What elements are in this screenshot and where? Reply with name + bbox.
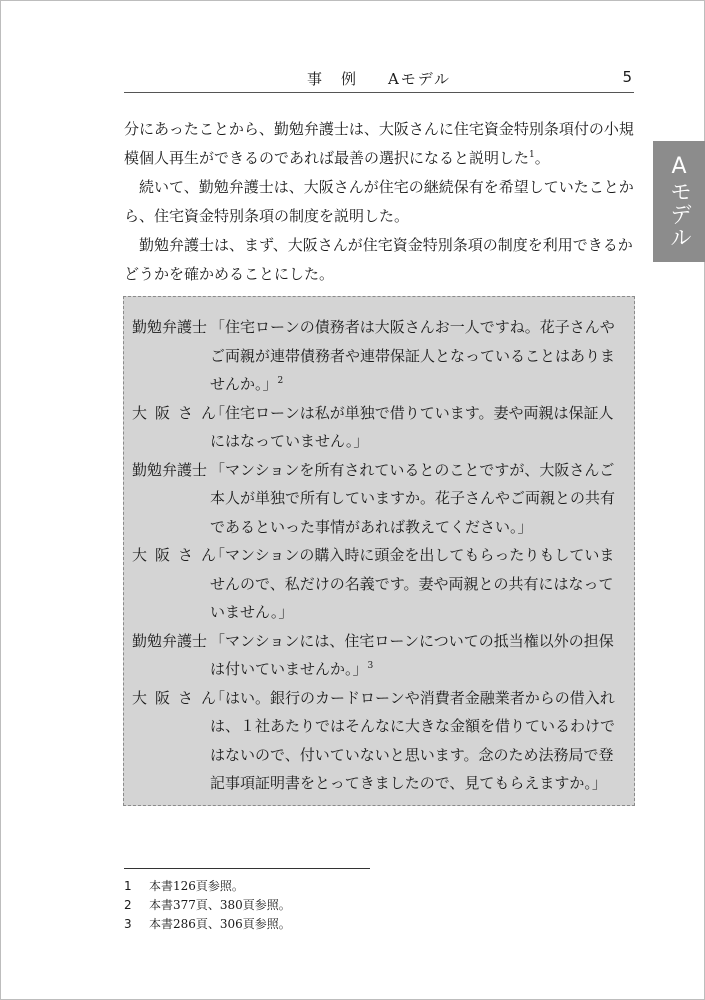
speaker-name: 大阪さん xyxy=(132,403,225,422)
section-label: Aモデル xyxy=(387,70,452,88)
footnote-ref-1: 1 xyxy=(529,150,535,160)
dialogue-box xyxy=(123,296,635,806)
dialogue-turn xyxy=(132,399,626,456)
dialogue-turn xyxy=(132,541,626,627)
footnote-text: 本書377頁、380頁参照。 xyxy=(149,898,291,912)
speech-content: 「住宅ローンの債務者は大阪さんお一人ですね。花子さんやご両親が連帯債務者や連帯保証人となっていることはありませんか。」 xyxy=(210,318,616,393)
speech-text xyxy=(210,541,626,627)
footnote xyxy=(124,877,291,896)
speech-content: 「マンションには、住宅ローンについての抵当権以外の担保は付いていませんか。」 xyxy=(210,631,614,678)
dialogue-turn xyxy=(132,456,626,542)
speaker-name: 勤勉弁護士 xyxy=(132,460,208,479)
footnote-text: 本書126頁参照。 xyxy=(149,879,244,893)
paragraph-1-end: 。 xyxy=(534,149,550,167)
footnotes xyxy=(124,877,291,934)
speaker-name: 勤勉弁護士 xyxy=(132,318,208,336)
footnote-rule xyxy=(124,868,370,869)
paragraph-3: 勤勉弁護士は、まず、大阪さんが住宅資金特別条項の制度を利用できるかどうかを確かめることにした。 xyxy=(124,236,633,283)
body-text xyxy=(124,115,636,289)
speaker-name: 勤勉弁護士 xyxy=(132,631,208,650)
chapter-label: 事 例 xyxy=(306,70,358,88)
speech-text xyxy=(210,313,626,399)
paragraph-2: 続いて、勤勉弁護士は、大阪さんが住宅の継続保有を希望していたことから、住宅資金特別条項の制度を説明した。 xyxy=(124,178,634,225)
running-header xyxy=(124,62,634,93)
paragraph-1-text: 分にあったことから、勤勉弁護士は、大阪さんに住宅資金特別条項付の小規模個人再生ができるのであれば最善の選択になると説明した xyxy=(124,120,634,167)
speech-text xyxy=(210,399,626,456)
speech-content: 「はい。銀行のカードローンや消費者金融業者からの借入れは、１社あたりではそんなに大きな金額を借りているわけではないので、付いていないと思います。念のため法務局で登記事項証明書をとってきましたので、見てもらえますか。」 xyxy=(210,688,616,792)
speech-content: 「住宅ローンは私が単独で借りています。妻や両親は保証人にはなっていません。」 xyxy=(210,403,614,450)
footnote xyxy=(124,896,291,915)
running-title xyxy=(124,68,634,89)
footnote-number: 1 xyxy=(124,879,132,893)
speech-text xyxy=(210,627,626,684)
footnote-number: 3 xyxy=(124,917,132,931)
speech-content: 「マンションの購入時に頭金を出してもらったりもしていませんので、私だけの名義です。妻や両親との共有にはなっていません。」 xyxy=(210,546,615,621)
page-number: 5 xyxy=(622,68,632,86)
dialogue-turn xyxy=(132,684,626,798)
footnote-text: 本書286頁、306頁参照。 xyxy=(149,917,291,931)
speaker-name: 大阪さん xyxy=(132,546,225,564)
dialogue-turn xyxy=(132,313,626,399)
speech-text xyxy=(210,684,626,798)
footnote-number: 2 xyxy=(124,898,132,912)
dialogue-turn xyxy=(132,627,626,684)
side-index-tab xyxy=(653,141,705,262)
footnote-ref-2: 2 xyxy=(277,376,284,386)
speaker-name: 大阪さん xyxy=(132,688,225,707)
side-tab-label: Aモデル xyxy=(666,154,692,249)
speech-text xyxy=(210,456,626,542)
footnote-ref-3: 3 xyxy=(367,661,374,671)
footnote xyxy=(124,915,291,934)
paragraph-1 xyxy=(124,115,636,173)
speech-content: 「マンションを所有されているとのことですが、大阪さんご本人が単独で所有していますか。花子さんやご両親との共有であるといった事情があれば教えてください。」 xyxy=(210,460,616,536)
